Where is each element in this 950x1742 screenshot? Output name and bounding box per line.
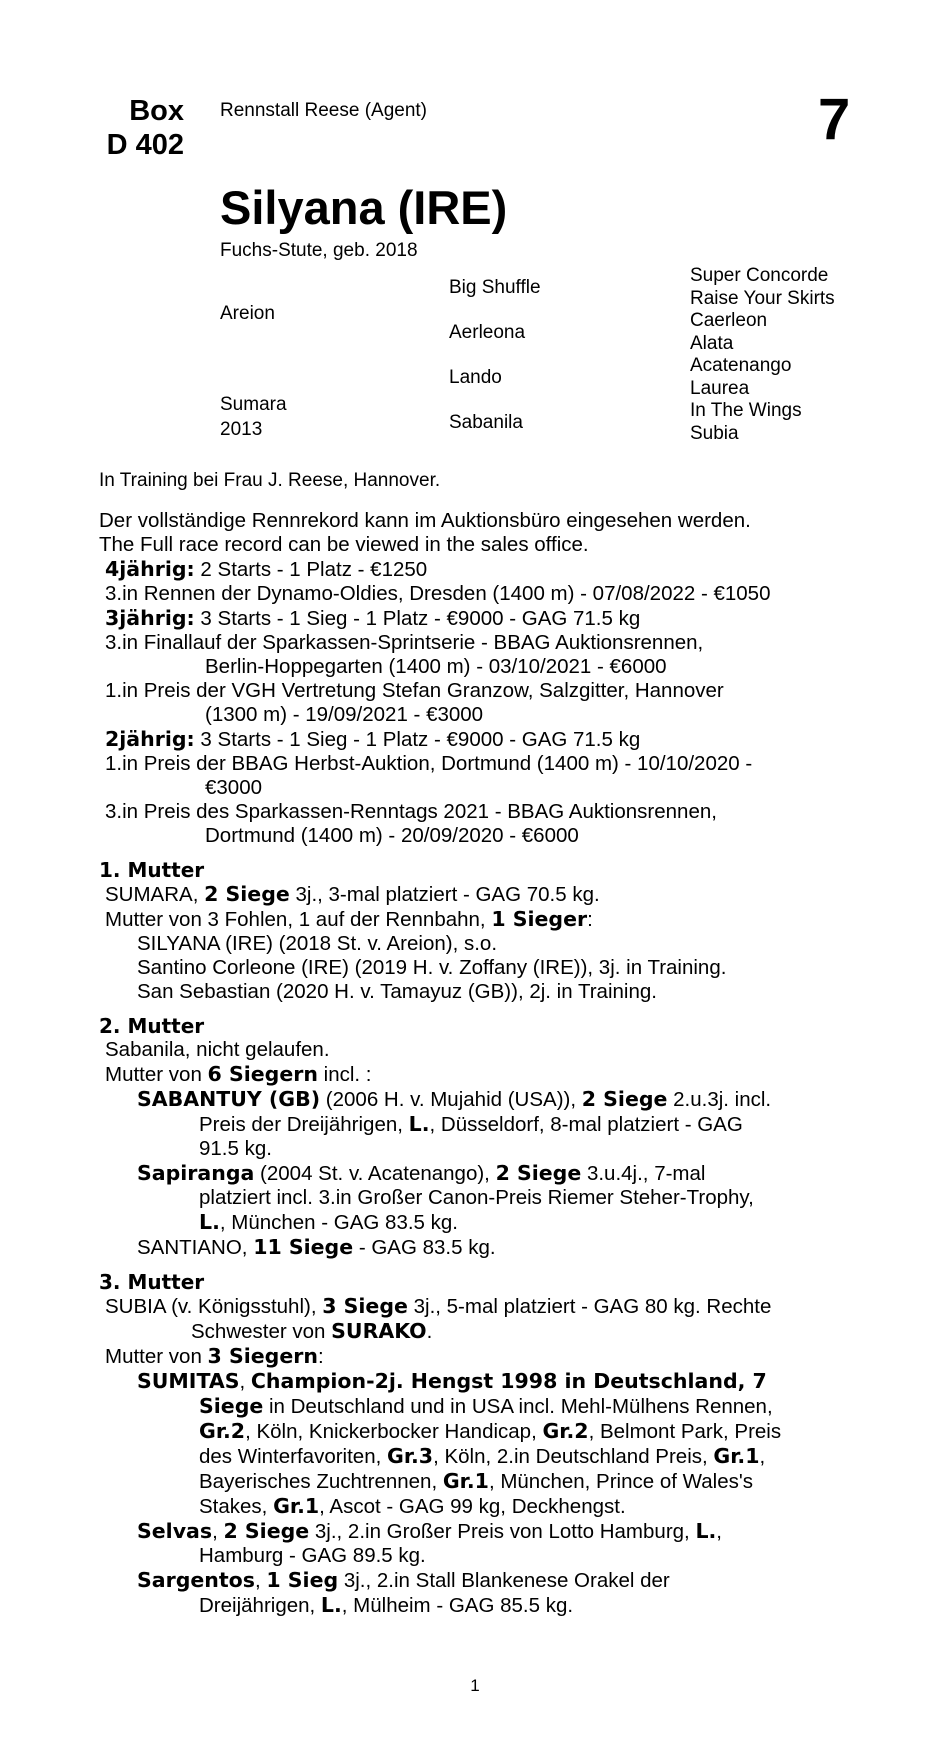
box-line1: Box xyxy=(129,95,184,127)
dam: Sumara xyxy=(220,394,287,415)
gen3-item: Laurea xyxy=(690,378,750,399)
dam1-produce-summary: Mutter von 3 Fohlen, 1 auf der Rennbahn, 1 Sieger: xyxy=(105,907,593,931)
age3-summary: 3jährig: 3 Starts - 1 Sieg - 1 Platz - €9000 - GAG 71.5 kg xyxy=(105,606,641,630)
owner: Rennstall Reese (Agent) xyxy=(220,100,427,121)
record-intro-de: Der vollständige Rennrekord kann im Auktionsbüro eingesehen werden. xyxy=(99,509,751,532)
box-number: D 402 xyxy=(106,129,184,161)
dam1-offspring: Santino Corleone (IRE) (2019 H. v. Zoffany (IRE)), 3j. in Training. xyxy=(137,956,727,979)
gen3-item: Super Concorde xyxy=(690,265,829,286)
catalogue-body xyxy=(99,509,855,1618)
dam2-offspring: SANTIANO, 11 Siege - GAG 83.5 kg. xyxy=(137,1235,496,1259)
gen2-item: Aerleona xyxy=(449,322,526,343)
dam1-heading: 1. Mutter xyxy=(99,858,205,882)
dam3-offspring: Selvas, 2 Siege 3j., 2.in Großer Preis von Lotto Hamburg, L., Hamburg - GAG 89.5 kg. xyxy=(137,1519,722,1567)
horse-name: Silyana (IRE) xyxy=(220,181,508,234)
lot-number: 7 xyxy=(818,87,851,152)
dam2-line: Sabanila, nicht gelaufen. xyxy=(105,1038,330,1061)
dam3-heading: 3. Mutter xyxy=(99,1270,205,1294)
age3-race: 1.in Preis der VGH Vertretung Stefan Granzow, Salzgitter, Hannover (1300 m) - 19/09/2021 - €3000 xyxy=(105,679,724,726)
gen3-item: In The Wings xyxy=(690,400,802,421)
dam2-offspring: SABANTUY (GB) (2006 H. v. Mujahid (USA)), 2 Siege 2.u.3j. incl. Preis der Dreijährigen, L., Düsseldorf, 8-mal platziert - GAG 91.5 kg. xyxy=(137,1087,772,1160)
horse-description: Fuchs-Stute, geb. 2018 xyxy=(220,240,418,261)
dam3-offspring: Sargentos, 1 Sieg 3j., 2.in Stall Blankenese Orakel der Dreijährigen, L., Mülheim - GAG 85.5 kg. xyxy=(137,1568,670,1617)
dam2-offspring: Sapiranga (2004 St. v. Acatenango), 2 Siege 3.u.4j., 7-mal platziert incl. 3.in Großer Canon-Preis Riemer Steher-Trophy, L., München - GAG 83.5 kg. xyxy=(137,1161,754,1234)
dam1-offspring: San Sebastian (2020 H. v. Tamayuz (GB)), 2j. in Training. xyxy=(137,980,657,1003)
gen3-item: Raise Your Skirts xyxy=(690,288,835,309)
dam3-line: SUBIA (v. Königsstuhl), 3 Siege 3j., 5-mal platziert - GAG 80 kg. Rechte Schwester von SURAKO. xyxy=(105,1294,772,1343)
age2-race: 3.in Preis des Sparkassen-Renntags 2021 - BBAG Auktionsrennen, Dortmund (1400 m) - 20/09/2020 - €6000 xyxy=(105,800,717,847)
dam1-line: SUMARA, 2 Siege 3j., 3-mal platziert - GAG 70.5 kg. xyxy=(105,882,600,906)
age2-race: 1.in Preis der BBAG Herbst-Auktion, Dortmund (1400 m) - 10/10/2020 - €3000 xyxy=(105,752,753,799)
dam3-produce-summary: Mutter von 3 Siegern: xyxy=(105,1344,324,1368)
dam2-heading: 2. Mutter xyxy=(99,1014,205,1038)
sire: Areion xyxy=(220,303,275,324)
gen3-item: Alata xyxy=(690,333,734,354)
dam1-offspring: SILYANA (IRE) (2018 St. v. Areion), s.o. xyxy=(137,932,498,955)
training-info: In Training bei Frau J. Reese, Hannover. xyxy=(99,470,441,491)
page-number: 1 xyxy=(470,1676,480,1695)
gen3-item: Acatenango xyxy=(690,355,792,376)
gen2-item: Lando xyxy=(449,367,502,388)
dam-year: 2013 xyxy=(220,419,263,440)
gen2-item: Big Shuffle xyxy=(449,277,541,298)
dam3-offspring: SUMITAS, Champion-2j. Hengst 1998 in Deutschland, 7 Siege in Deutschland und in USA incl. Mehl-Mülhens Rennen, Gr.2, Köln, Knickerbocker Handicap, Gr.2, Belmont Park, Preis des Winterfavoriten, Gr.3, Köln, 2.in Deutschland Preis, Gr.1, Bayerisches Zuchtrennen, Gr.1, München, Prince of Wales's Stakes, Gr.1, Ascot - GAG 99 kg, Deckhengst. xyxy=(137,1369,782,1518)
dam2-produce-summary: Mutter von 6 Siegern incl. : xyxy=(105,1062,372,1086)
age2-summary: 2jährig: 3 Starts - 1 Sieg - 1 Platz - €9000 - GAG 71.5 kg xyxy=(105,727,641,751)
age3-race: 3.in Finallauf der Sparkassen-Sprintserie - BBAG Auktionsrennen, Berlin-Hoppegarten (1400 m) - 03/10/2021 - €6000 xyxy=(105,631,704,678)
age4-summary: 4jährig: 2 Starts - 1 Platz - €1250 xyxy=(105,557,428,581)
record-intro-en: The Full race record can be viewed in the sales office. xyxy=(99,533,589,556)
age4-race: 3.in Rennen der Dynamo-Oldies, Dresden (1400 m) - 07/08/2022 - €1050 xyxy=(105,582,771,605)
gen3-item: Caerleon xyxy=(690,310,768,331)
gen3-item: Subia xyxy=(690,423,739,444)
box-label xyxy=(80,94,184,162)
gen2-item: Sabanila xyxy=(449,412,523,433)
